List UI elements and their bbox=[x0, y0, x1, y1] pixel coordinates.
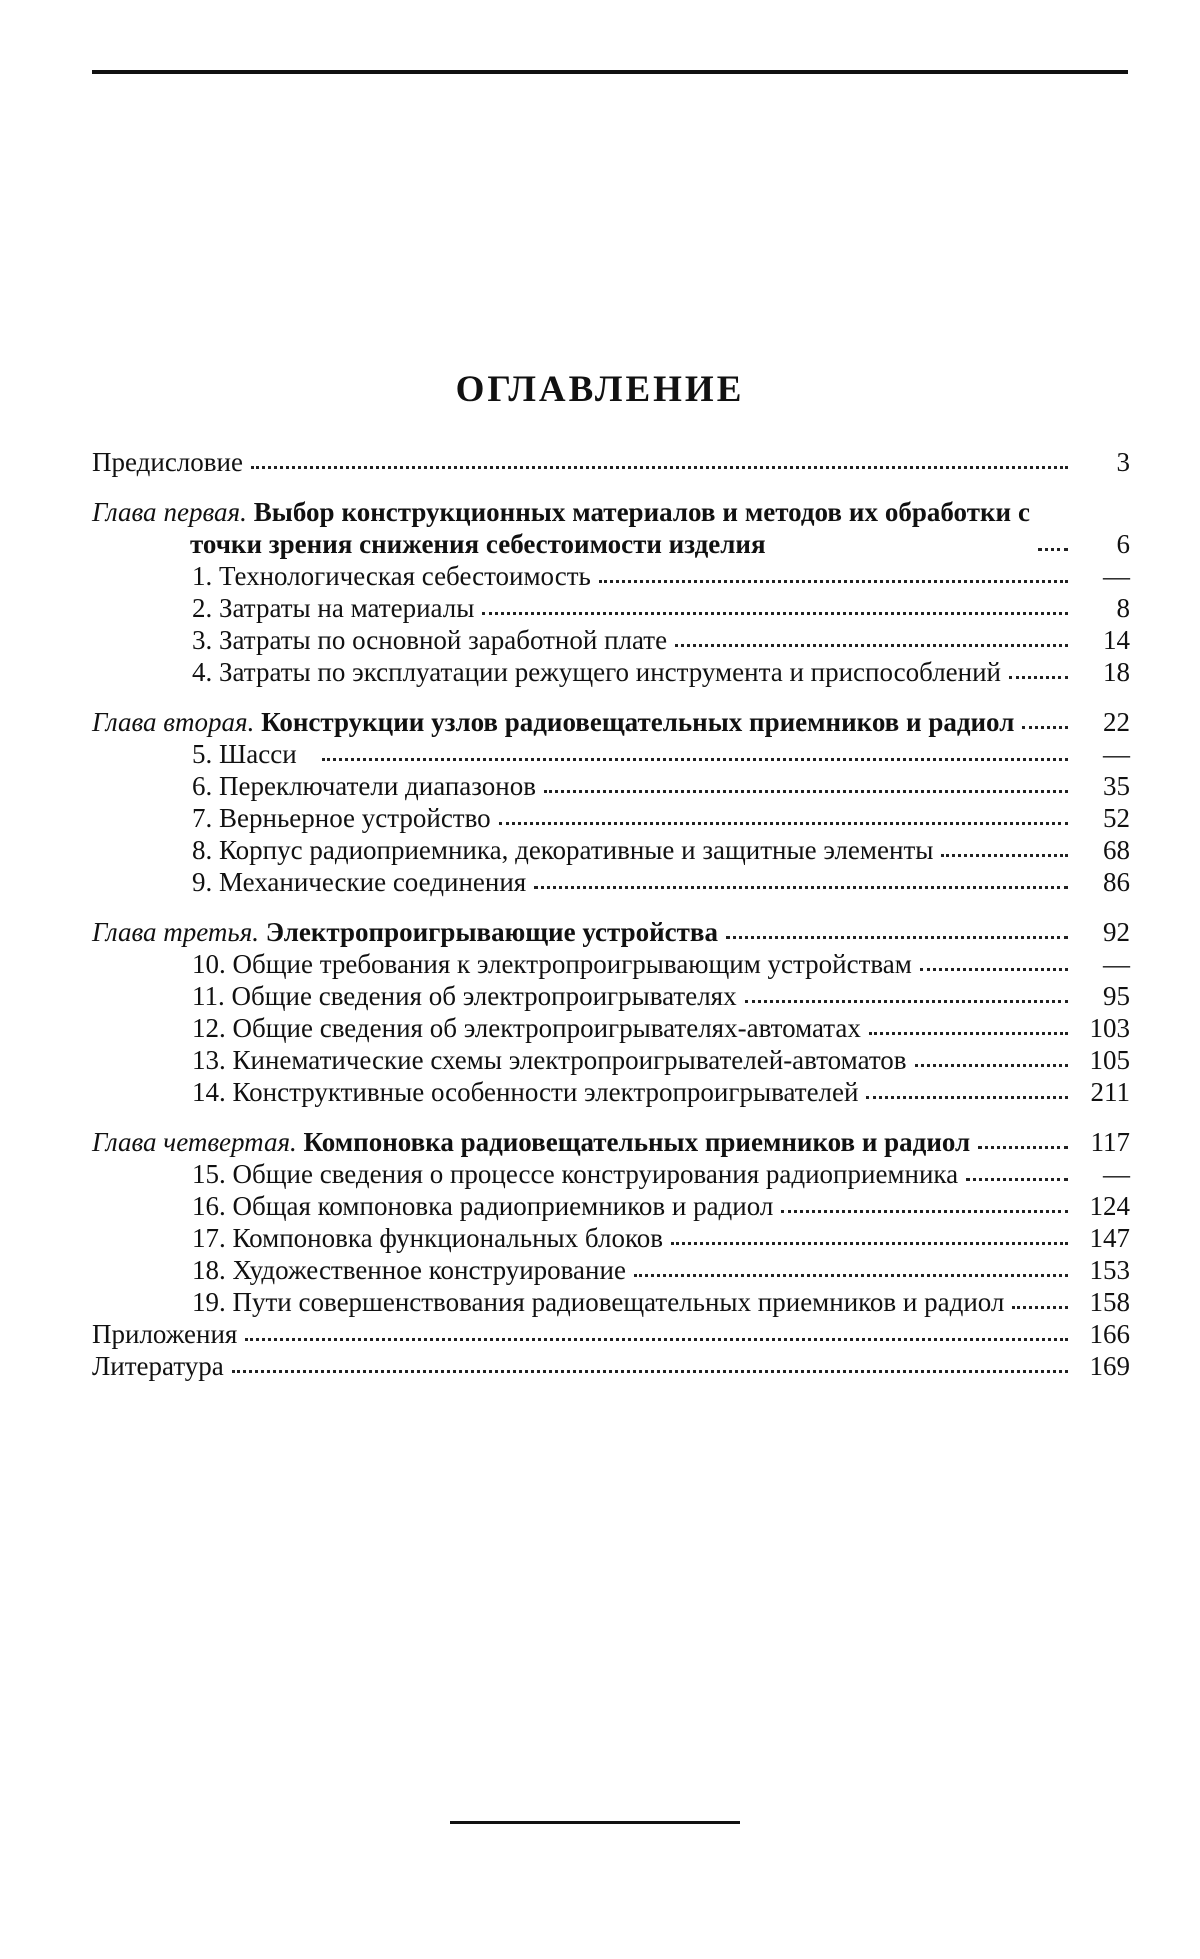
dot-leader bbox=[232, 1370, 1068, 1373]
section-title: Затраты на материалы bbox=[219, 593, 475, 623]
section-number: 2. bbox=[192, 593, 213, 623]
dot-leader bbox=[499, 822, 1068, 825]
section-title: Механические соединения bbox=[219, 867, 527, 897]
dot-leader bbox=[781, 1210, 1068, 1213]
section-number: 6. bbox=[192, 771, 213, 801]
toc-page-number: 68 bbox=[1103, 835, 1130, 865]
chapter-3-sections bbox=[92, 948, 1130, 1108]
toc-entry-literature bbox=[92, 1350, 1130, 1382]
toc-section bbox=[192, 1158, 1130, 1190]
toc-section bbox=[192, 980, 1130, 1012]
section-number: 11. bbox=[192, 981, 225, 1011]
toc-section bbox=[192, 866, 1130, 898]
toc-page-number: 22 bbox=[1103, 707, 1130, 737]
chapter-label: Глава вторая. bbox=[92, 707, 255, 737]
toc-page-number: 166 bbox=[1089, 1319, 1130, 1349]
section-title: Переключатели диапазонов bbox=[219, 771, 536, 801]
toc-section bbox=[192, 834, 1130, 866]
dot-leader bbox=[671, 1242, 1068, 1245]
section-title: Верньерное устройство bbox=[219, 803, 491, 833]
section-number: 13. bbox=[192, 1045, 226, 1075]
section-title: Технологическая себестоимость bbox=[219, 561, 591, 591]
toc-chapter-3 bbox=[92, 916, 1130, 948]
dot-leader bbox=[322, 758, 1068, 761]
toc-page-number: 92 bbox=[1103, 917, 1130, 947]
toc-page-number: — bbox=[1103, 1159, 1130, 1189]
section-title: Общая компоновка радиоприемников и радиол bbox=[232, 1191, 774, 1221]
section-title: Корпус радиоприемника, декоративные и защитные элементы bbox=[219, 835, 934, 865]
dot-leader bbox=[915, 1064, 1068, 1067]
bottom-rule bbox=[450, 1821, 740, 1824]
section-title: Шасси bbox=[219, 739, 297, 769]
toc-section bbox=[192, 802, 1130, 834]
toc-page-number: 103 bbox=[1089, 1013, 1130, 1043]
section-number: 1. bbox=[192, 561, 213, 591]
chapter-label: Глава четвертая. bbox=[92, 1127, 297, 1157]
toc-section bbox=[192, 1254, 1130, 1286]
dot-leader bbox=[675, 644, 1068, 647]
chapter-title: Компоновка радиовещательных приемников и радиол bbox=[303, 1127, 971, 1157]
section-title: Пути совершенствования радиовещательных приемников и радиол bbox=[232, 1287, 1005, 1317]
toc-section bbox=[192, 948, 1130, 980]
section-title: Затраты по эксплуатации режущего инструмента и приспособлений bbox=[219, 657, 1001, 687]
section-number: 12. bbox=[192, 1013, 226, 1043]
dot-leader bbox=[966, 1178, 1068, 1181]
chapter-title: Конструкции узлов радиовещательных приемников и радиол bbox=[261, 707, 1015, 737]
toc-entry-appendix bbox=[92, 1318, 1130, 1350]
chapter-4-sections bbox=[92, 1158, 1130, 1318]
toc-section bbox=[192, 1286, 1130, 1318]
toc-page-number: — bbox=[1103, 739, 1130, 769]
top-rule bbox=[92, 70, 1128, 74]
toc-page-number: 18 bbox=[1103, 657, 1130, 687]
dot-leader bbox=[245, 1338, 1068, 1341]
toc-section bbox=[192, 656, 1130, 688]
section-number: 16. bbox=[192, 1191, 226, 1221]
section-number: 19. bbox=[192, 1287, 226, 1317]
dot-leader bbox=[1012, 1306, 1068, 1309]
section-title: Общие сведения об электропроигрывателях bbox=[231, 981, 737, 1011]
section-number: 9. bbox=[192, 867, 213, 897]
dot-leader bbox=[599, 580, 1068, 583]
toc-page-number: 14 bbox=[1103, 625, 1130, 655]
dot-leader bbox=[978, 1146, 1068, 1149]
chapter-2-sections bbox=[92, 738, 1130, 898]
section-number: 15. bbox=[192, 1159, 226, 1189]
dot-leader bbox=[1009, 676, 1068, 679]
table-of-contents bbox=[92, 446, 1130, 1382]
toc-page-number: 117 bbox=[1090, 1127, 1130, 1157]
dot-leader bbox=[251, 466, 1068, 469]
toc-page-number: — bbox=[1103, 949, 1130, 979]
section-number: 10. bbox=[192, 949, 226, 979]
toc-entry-text: Приложения bbox=[92, 1319, 238, 1349]
section-title: Общие сведения о процессе конструирования радиоприемника bbox=[232, 1159, 959, 1189]
toc-section bbox=[192, 738, 1130, 770]
section-number: 3. bbox=[192, 625, 213, 655]
dot-leader bbox=[726, 936, 1068, 939]
section-title: Художественное конструирование bbox=[232, 1255, 626, 1285]
dot-leader bbox=[534, 886, 1068, 889]
toc-section bbox=[192, 1076, 1130, 1108]
toc-page-number: 8 bbox=[1116, 593, 1130, 623]
toc-section bbox=[192, 770, 1130, 802]
section-number: 4. bbox=[192, 657, 213, 687]
dot-leader bbox=[544, 790, 1068, 793]
dot-leader bbox=[1022, 726, 1068, 729]
dot-leader bbox=[869, 1032, 1068, 1035]
toc-section bbox=[192, 1222, 1130, 1254]
toc-page-number: 169 bbox=[1089, 1351, 1130, 1381]
section-title: Кинематические схемы электропроигрывателей-автоматов bbox=[232, 1045, 907, 1075]
dot-leader bbox=[745, 1000, 1068, 1003]
section-number: 5. bbox=[192, 739, 213, 769]
section-title: Общие сведения об электропроигрывателях-автоматах bbox=[232, 1013, 861, 1043]
toc-page-number: 3 bbox=[1116, 447, 1130, 477]
toc-entry-text: Литература bbox=[92, 1351, 224, 1381]
section-title: Конструктивные особенности электропроигрывателей bbox=[232, 1077, 859, 1107]
section-number: 17. bbox=[192, 1223, 226, 1253]
toc-page-number: 35 bbox=[1103, 771, 1130, 801]
chapter-1-sections bbox=[92, 560, 1130, 688]
toc-entry-text: Предисловие bbox=[92, 447, 243, 477]
chapter-title: Выбор конструкционных материалов и методов их обработки с точки зрения снижения себестоимости изделия bbox=[190, 497, 1031, 559]
dot-leader bbox=[634, 1274, 1068, 1277]
section-title: Общие требования к электропроигрывающим устройствам bbox=[232, 949, 912, 979]
chapter-title: Электропроигрывающие устройства bbox=[265, 917, 718, 947]
toc-page-number: 95 bbox=[1103, 981, 1130, 1011]
section-number: 8. bbox=[192, 835, 213, 865]
toc-chapter-1 bbox=[92, 496, 1130, 560]
toc-section bbox=[192, 1044, 1130, 1076]
dot-leader bbox=[941, 854, 1068, 857]
toc-section bbox=[192, 624, 1130, 656]
toc-entry-preface bbox=[92, 446, 1130, 478]
toc-page-number: 52 bbox=[1103, 803, 1130, 833]
toc-page-number: — bbox=[1103, 561, 1130, 591]
dot-leader bbox=[866, 1096, 1068, 1099]
dot-leader bbox=[920, 968, 1068, 971]
section-title: Затраты по основной заработной плате bbox=[219, 625, 668, 655]
toc-page-number: 158 bbox=[1089, 1287, 1130, 1317]
section-number: 18. bbox=[192, 1255, 226, 1285]
toc-page-number: 6 bbox=[1116, 529, 1130, 559]
toc-page-number: 124 bbox=[1089, 1191, 1130, 1221]
toc-section bbox=[192, 592, 1130, 624]
toc-page-number: 86 bbox=[1103, 867, 1130, 897]
section-number: 14. bbox=[192, 1077, 226, 1107]
toc-page-number: 105 bbox=[1089, 1045, 1130, 1075]
page-title: ОГЛАВЛЕНИЕ bbox=[455, 369, 745, 410]
toc-section bbox=[192, 1012, 1130, 1044]
chapter-label: Глава третья. bbox=[92, 917, 260, 947]
dot-leader bbox=[482, 612, 1068, 615]
toc-page-number: 153 bbox=[1089, 1255, 1130, 1285]
chapter-label: Глава первая. bbox=[92, 497, 247, 527]
toc-section bbox=[192, 1190, 1130, 1222]
toc-chapter-2 bbox=[92, 706, 1130, 738]
toc-page-number: 211 bbox=[1090, 1077, 1130, 1107]
section-number: 7. bbox=[192, 803, 213, 833]
dot-leader bbox=[1038, 548, 1068, 551]
toc-section bbox=[192, 560, 1130, 592]
toc-page-number: 147 bbox=[1089, 1223, 1130, 1253]
toc-chapter-4 bbox=[92, 1126, 1130, 1158]
section-title: Компоновка функциональных блоков bbox=[232, 1223, 663, 1253]
